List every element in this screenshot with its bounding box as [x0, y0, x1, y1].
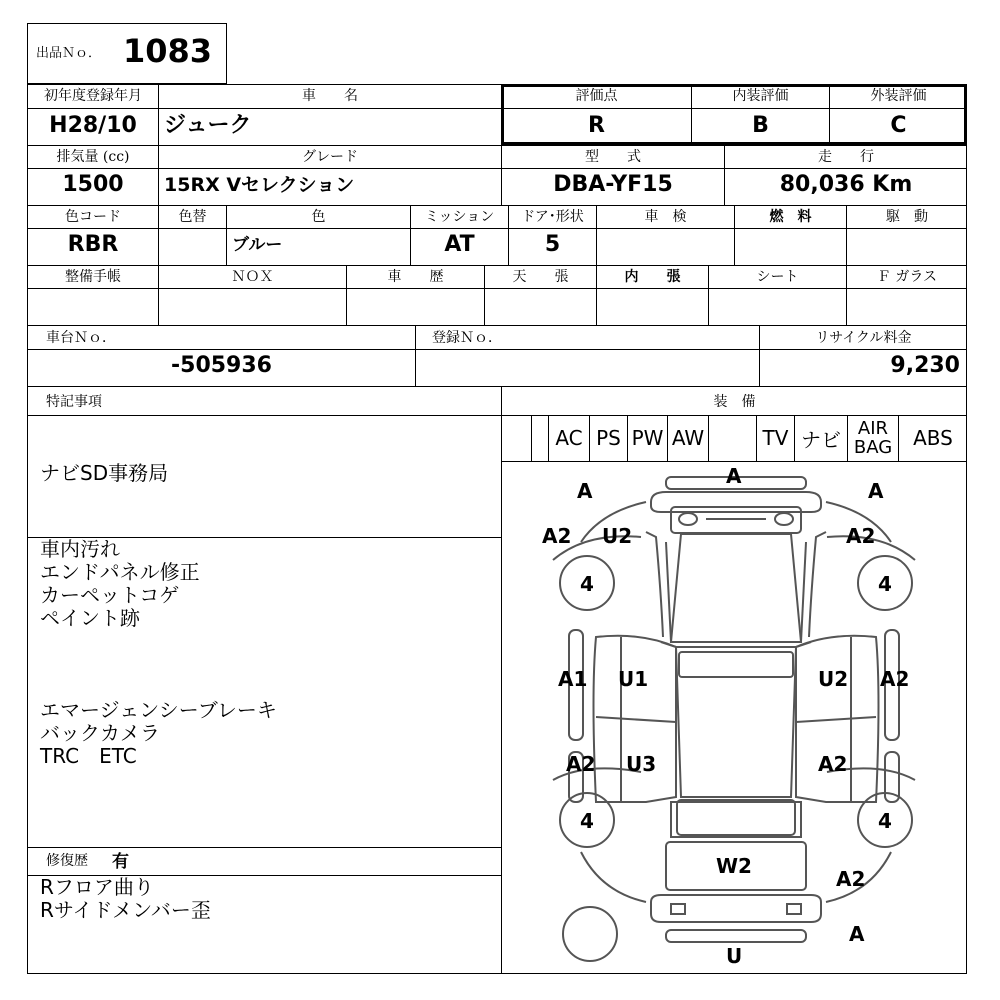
- damage-front-right: A: [868, 479, 884, 503]
- grade-label: グレード: [302, 149, 358, 165]
- damage-right-rear-door: A2: [818, 752, 848, 776]
- damage-front-bumper: A: [726, 464, 742, 488]
- damage-tailgate: W2: [716, 854, 752, 878]
- damage-left-fender-2: U2: [602, 524, 633, 548]
- tire-rear-right: 4: [878, 809, 892, 833]
- registration-label: 登録Ｎｏ．: [432, 330, 502, 346]
- damage-right-door-1: U2: [818, 667, 849, 691]
- history-label: 車 歴: [387, 269, 444, 285]
- maintenance-label: 整備手帳: [65, 269, 121, 285]
- chassis-value: -505936: [171, 353, 272, 378]
- mission-label: ミッション: [424, 209, 495, 225]
- grade-value: 15RX Vセレクション: [164, 174, 355, 196]
- damage-left-door-2: U1: [618, 667, 649, 691]
- damage-rear-right-quarter: A2: [836, 867, 866, 891]
- nox-label: ＮＯＸ: [231, 269, 274, 285]
- recycle-label: リサイクル料金: [815, 330, 912, 346]
- score-label: 評価点: [575, 88, 618, 104]
- door-value: 5: [544, 232, 561, 257]
- name-value: ジューク: [164, 113, 252, 138]
- door-label: ドア･形状: [521, 209, 584, 225]
- damage-left-door-1: A1: [558, 667, 588, 691]
- damage-rear-right: A: [849, 922, 865, 946]
- recycle-value: 9,230: [890, 353, 960, 378]
- tire-rear-left: 4: [580, 809, 594, 833]
- year-label: 初年度登録年月: [44, 88, 142, 104]
- notes-block-2: 車内汚れ エンドパネル修正 カーペットコゲ ペイント跡: [40, 537, 200, 630]
- equipment-label: 装 備: [713, 394, 756, 410]
- equipment-airbag: AIR BAG: [848, 415, 899, 461]
- inner-label: 内 張: [624, 269, 681, 285]
- color-code-value: RBR: [67, 232, 119, 257]
- inspection-label: 車 検: [644, 209, 687, 225]
- seat-label: シート: [756, 269, 799, 285]
- equipment-pw: PW: [628, 415, 668, 461]
- mission-value: AT: [444, 232, 475, 257]
- equipment-ac: AC: [549, 415, 590, 461]
- color-value: ブルー: [232, 235, 283, 255]
- lot-label: 出品Ｎｏ．: [36, 46, 102, 61]
- damage-left-fender-1: A2: [542, 524, 572, 548]
- damage-right-door-2: A2: [880, 667, 910, 691]
- mileage-value: 80,036 Km: [779, 172, 913, 197]
- color-code-label: 色コード: [65, 209, 121, 225]
- damage-right-fender: A2: [846, 524, 876, 548]
- mileage-label: 走 行: [818, 149, 874, 165]
- drive-label: 駆 動: [886, 209, 928, 225]
- color-label: 色: [311, 209, 326, 225]
- notes-block-3: エマージェンシーブレーキ バックカメラ TRC ETC: [40, 698, 277, 768]
- model-label: 型 式: [585, 149, 641, 165]
- notes-block-1: ナビSD事務局: [40, 461, 169, 485]
- equipment-aw: AW: [668, 415, 709, 461]
- recolor-label: 色替: [178, 209, 207, 225]
- interior-label: 内装評価: [732, 88, 789, 104]
- equipment-grid: [531, 415, 967, 461]
- repair-history-value: 有: [112, 852, 129, 872]
- year-value: H28/10: [49, 113, 137, 138]
- glass-label: Ｆ ガラス: [876, 269, 938, 285]
- tire-front-left: 4: [580, 572, 594, 596]
- displacement-label: 排気量 (cc): [56, 149, 130, 165]
- equipment-navi: ナビ: [795, 415, 848, 461]
- damage-left-rear-door: A2: [566, 752, 596, 776]
- displacement-value: 1500: [62, 172, 124, 197]
- repair-history-label: 修復歴: [46, 853, 88, 869]
- model-value: DBA-YF15: [553, 172, 673, 197]
- roof-label: 天 張: [512, 269, 569, 285]
- notes-label: 特記事項: [46, 394, 102, 410]
- damage-front-left: A: [577, 479, 593, 503]
- equipment-tv: TV: [757, 415, 795, 461]
- equipment-blank-1: [532, 415, 549, 461]
- lot-box: [27, 23, 227, 84]
- equipment-blank-2: [709, 415, 757, 461]
- equipment-abs: ABS: [913, 426, 953, 450]
- damage-rear-bumper: U: [726, 944, 743, 968]
- chassis-label: 車台Ｎｏ．: [46, 330, 116, 346]
- damage-left-rear-door-2: U3: [626, 752, 657, 776]
- fuel-label: 燃 料: [769, 209, 812, 225]
- lot-number: 1083: [123, 32, 213, 70]
- score-value: R: [588, 113, 605, 138]
- equipment-ps: PS: [590, 415, 628, 461]
- exterior-value: C: [890, 113, 907, 138]
- name-label: 車 名: [302, 88, 358, 104]
- exterior-label: 外装評価: [870, 88, 927, 104]
- tire-front-right: 4: [878, 572, 892, 596]
- repair-detail: Rフロア曲り Rサイドメンバー歪: [40, 875, 211, 922]
- interior-value: B: [752, 113, 769, 138]
